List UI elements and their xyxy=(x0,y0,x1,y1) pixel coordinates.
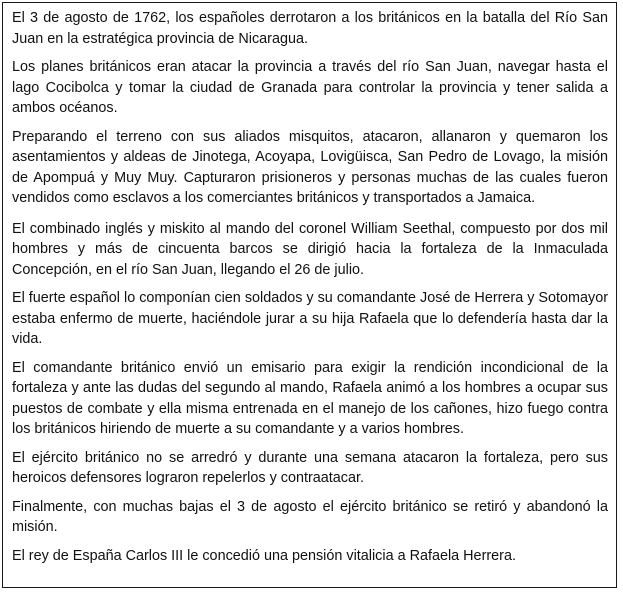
paragraph-spanish-fort: El fuerte español lo componían cien soldados y su comandante José de Herrera y Sotomayor estaba enfermo de muerte, haciéndole jurar a su hija Rafaela que lo defendería hasta dar la vida. xyxy=(12,290,608,347)
paragraph-british-plans: Los planes británicos eran atacar la provincia a través del río San Juan, navegar hasta el lago Cocibolca y tomar la ciudad de Granada para controlar la provincia y tener salida a ambos océanos. xyxy=(12,59,608,116)
paragraph-rafaela-defense: El comandante británico envió un emisario para exigir la rendición incondicional de la fortaleza y ante las dudas del segundo al mando, Rafaela animó a los hombres a ocupar sus puestos de combate y ella misma entrenada en el manejo de los cañones, hizo fuego contra los británicos hiriendo de muerte a su comandante y a varios hombres. xyxy=(12,359,608,437)
paragraph-british-retreat: Finalmente, con muchas bajas el 3 de agosto el ejército británico se retiró y abandonó la misión. xyxy=(12,498,608,535)
paragraph-battle-date: El 3 de agosto de 1762, los españoles derrotaron a los británicos en la batalla del Río San Juan en la estratégica provincia de Nicaragua. xyxy=(12,10,608,47)
paragraph-miskito-raids: Preparando el terreno con sus aliados misquitos, atacaron, allanaron y quemaron los asentamientos y aldeas de Jinotega, Acoyapa, Lovigüisca, San Pedro de Lovago, la misión de Apompuá y Muy Muy. Capturaron prisioneros y personas muchas de las cuales fueron vendidos como esclavos a los comerciantes británicos y transportados a Jamaica. xyxy=(12,128,608,206)
paragraph-royal-pension: El rey de España Carlos III le concedió una pensión vitalicia a Rafaela Herrera. xyxy=(12,547,516,564)
paragraph-seethal-force: El combinado inglés y miskito al mando del coronel William Seethal, compuesto por dos mil hombres y más de cincuenta barcos se dirigió hacia la fortaleza de la Inmaculada Concepción, en el río San Juan, llegando el 26 de julio. xyxy=(12,220,608,278)
document-text-box xyxy=(2,2,617,588)
paragraph-week-siege: El ejército británico no se arredró y durante una semana atacaron la fortaleza, pero sus heroicos defensores lograron repelerlos y contraatacar. xyxy=(12,449,608,486)
